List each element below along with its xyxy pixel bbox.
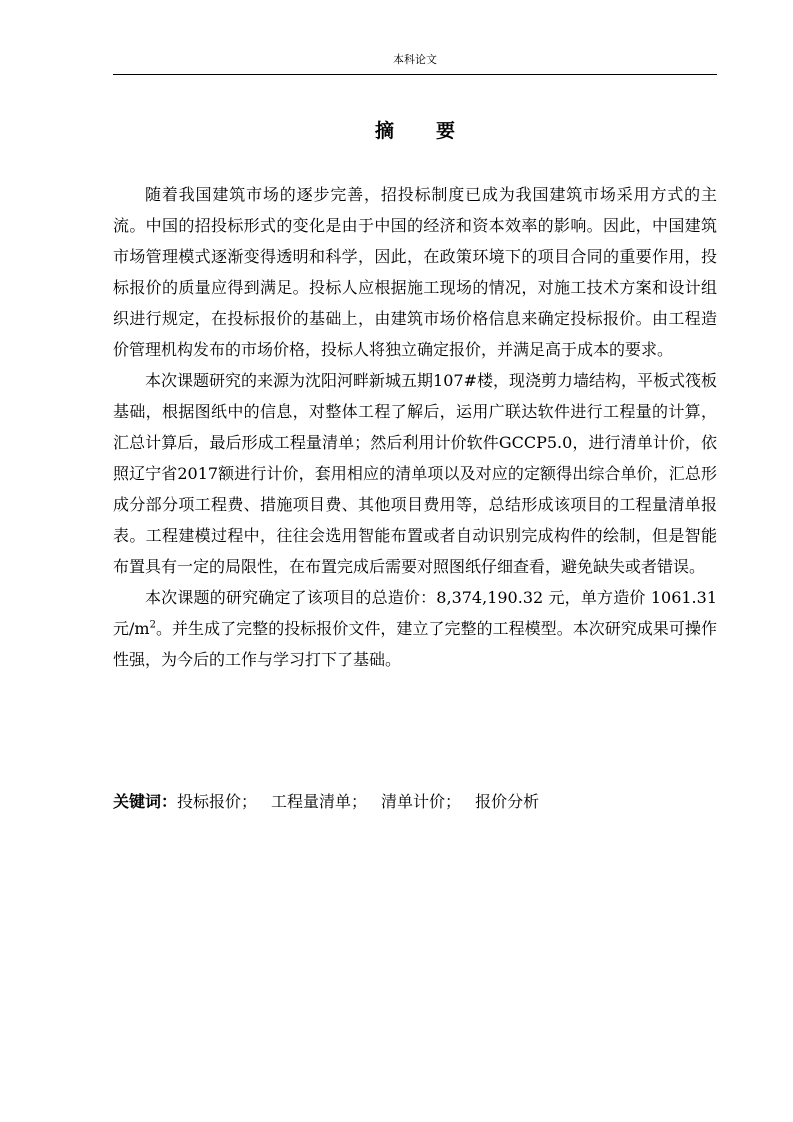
keyword-item: 工程量清单； xyxy=(271,792,368,811)
paragraph-3-text-start: 本次课题的研究确定了该项目的总造价：8,374,190.32 元，单方造价 1061.31 元/m xyxy=(113,588,717,638)
keyword-item: 报价分析 xyxy=(475,792,540,811)
page-header xyxy=(113,48,717,75)
keyword-item: 投标报价； xyxy=(177,792,258,811)
abstract-paragraph-3 xyxy=(113,582,717,675)
page-title xyxy=(113,118,717,144)
abstract-paragraph-1: 随着我国建筑市场的逐步完善，招投标制度已成为我国建筑市场采用方式的主流。中国的招投标形式的变化是由于中国的经济和资本效率的影响。因此，中国建筑市场管理模式逐渐变得透明和科学，因此，在政策环境下的项目合同的重要作用，投标报价的质量应得到满足。投标人应根据施工现场的情况，对施工技术方案和设计组织进行规定，在投标报价的基础上，由建筑市场价格信息来确定投标报价。由工程造价管理机构发布的市场价格，投标人将独立确定报价，并满足高于成本的要求。 xyxy=(113,185,717,359)
unit-superscript: 2 xyxy=(149,619,156,631)
header-text: 本科论文 xyxy=(393,53,437,66)
paragraph-3-text-end: 。并生成了完整的投标报价文件，建立了完整的工程模型。本次研究成果可操作性强，为今后的工作与学习打下了基础。 xyxy=(113,619,717,669)
keywords-label: 关键词： xyxy=(113,792,178,811)
keywords-line xyxy=(113,786,717,817)
abstract-paragraph-2: 本次课题研究的来源为沈阳河畔新城五期107#楼，现浇剪力墙结构，平板式筏板基础，根据图纸中的信息，对整体工程了解后，运用广联达软件进行工程量的计算，汇总计算后，最后形成工程量清单；然后利用计价软件GCCP5.0，进行清单计价，依照辽宁省2017额进行计价，套用相应的清单项以及对应的定额得出综合单价，汇总形成分部分项工程费、措施项目费、其他项目费用等，总结形成该项目的工程量清单报表。工程建模过程中，往往会选用智能布置或者自动识别完成构件的绘制，但是智能布置具有一定的局限性，在布置完成后需要对照图纸仔细查看，避免缺失或者错误。 xyxy=(113,371,717,576)
title-char-2: 要 xyxy=(436,120,456,142)
title-char-1: 摘 xyxy=(374,120,394,142)
keyword-item: 清单计价； xyxy=(381,792,462,811)
abstract-body xyxy=(113,179,717,675)
